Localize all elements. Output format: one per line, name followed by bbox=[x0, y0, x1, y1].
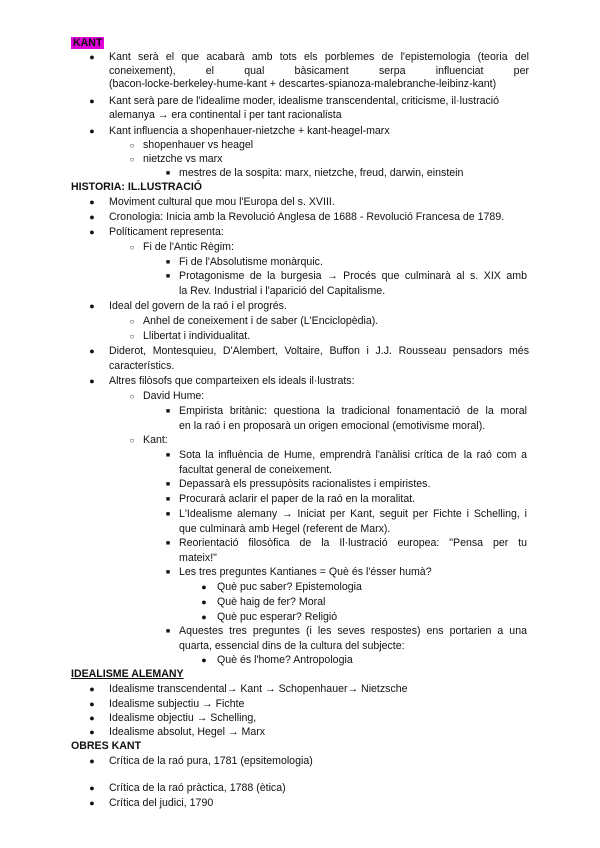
list-item-text: Kant serà el que acabarà amb tots els porblemes de l'epistemologia (teoria del bbox=[109, 51, 529, 63]
bullet-icon: ● bbox=[89, 727, 95, 737]
list-item-text: Crítica del judici, 1790 bbox=[109, 797, 214, 809]
list-item-text: que culminarà amb Hegel (referent de Marx). bbox=[179, 522, 391, 535]
list-item-text: Moviment cultural que mou l'Europa del s. XVIII. bbox=[109, 196, 335, 208]
bullet-icon: ● bbox=[89, 783, 95, 793]
bullet-icon: ● bbox=[89, 376, 95, 386]
list-item-text: Les tres preguntes Kantianes = Què és l'ésser humà? bbox=[179, 566, 432, 578]
list-item-text: Crítica de la raó pràctica, 1788 (ètica) bbox=[109, 782, 286, 794]
list-item-text: Depassarà els pressupòsits racionalistes i empiristes. bbox=[179, 478, 431, 490]
list-item-text: Aquestes tres preguntes (i les seves respostes) ens portarien a una bbox=[179, 625, 527, 637]
list-item-text: shopenhauer vs heagel bbox=[143, 139, 254, 151]
list-item-text: Què puc saber? Epistemologia bbox=[217, 581, 362, 593]
circle-bullet-icon: ○ bbox=[129, 332, 135, 341]
list-item-text: David Hume: bbox=[143, 390, 205, 402]
list-item-text: Idealisme absolut, Hegel → Marx bbox=[109, 726, 266, 738]
square-bullet-icon: ■ bbox=[165, 452, 171, 459]
section-title-kant bbox=[71, 37, 104, 51]
list-item-text: Cronologia: Inicia amb la Revolució Anglesa de 1688 - Revolució Francesa de 1789. bbox=[109, 211, 505, 223]
list-item-text: la Rev. Industrial i l'aparició del Capitalisme. bbox=[179, 284, 386, 297]
square-bullet-icon: ■ bbox=[165, 540, 171, 547]
circle-bullet-icon: ○ bbox=[129, 141, 135, 150]
list-item-text: L'Idealisme alemany → Iniciat per Kant, seguit per Fichte i Schelling, i bbox=[179, 508, 527, 520]
list-item-text: Procurarà aclarir el paper de la raó en la moralitat. bbox=[179, 493, 416, 505]
bullet-icon: ● bbox=[201, 582, 207, 592]
bullet-icon: ● bbox=[201, 655, 207, 665]
bullet-icon: ● bbox=[89, 126, 95, 136]
square-bullet-icon: ■ bbox=[165, 496, 171, 503]
bullet-icon: ● bbox=[201, 612, 207, 622]
list-item-text: Fi de l'Antic Règim: bbox=[143, 241, 234, 253]
circle-bullet-icon: ○ bbox=[129, 317, 135, 326]
list-item-text: Políticament representa: bbox=[109, 226, 224, 238]
list-item-text: Reorientació filosòfica de la Il·lustració europea: "Pensa per tu bbox=[179, 537, 527, 549]
list-item-text: coneixement), el qual bàsicament serpa influenciat per bbox=[109, 64, 529, 77]
list-item-text: Protagonisme de la burgesia → Procés que culminarà al s. XIX amb bbox=[179, 270, 527, 282]
bullet-icon: ● bbox=[89, 301, 95, 311]
bullet-icon: ● bbox=[201, 597, 207, 607]
circle-bullet-icon: ○ bbox=[129, 155, 135, 164]
list-item-text: mateix!" bbox=[179, 551, 217, 564]
section-title-obres: OBRES KANT bbox=[71, 740, 142, 752]
bullet-icon: ● bbox=[89, 52, 95, 62]
square-bullet-icon: ■ bbox=[165, 628, 171, 635]
square-bullet-icon: ■ bbox=[165, 273, 171, 280]
list-item-text: nietzche vs marx bbox=[143, 153, 223, 165]
bullet-icon: ● bbox=[89, 756, 95, 766]
list-item-text: Què haig de fer? Moral bbox=[217, 596, 326, 608]
list-item-text: Anhel de coneixement i de saber (L'Enciclopèdia). bbox=[143, 315, 379, 327]
list-item-text: en la raó i en proposarà un origen emocional (emotivisme moral). bbox=[179, 419, 486, 432]
list-item-text: Ideal del govern de la raó i el progrés. bbox=[109, 300, 287, 312]
square-bullet-icon: ■ bbox=[165, 259, 171, 266]
circle-bullet-icon: ○ bbox=[129, 392, 135, 401]
bullet-icon: ● bbox=[89, 798, 95, 808]
section-title-idealisme: IDEALISME ALEMANY bbox=[71, 668, 184, 680]
list-item-text: Què és l'home? Antropologia bbox=[217, 654, 353, 666]
bullet-icon: ● bbox=[89, 96, 95, 106]
list-item-text: Llibertat i individualitat. bbox=[143, 330, 251, 342]
list-item-text: Idealisme transcendental→ Kant → Schopenhauer→ Nietzsche bbox=[109, 683, 408, 695]
bullet-icon: ● bbox=[89, 684, 95, 694]
bullet-icon: ● bbox=[89, 699, 95, 709]
list-item-text: Crítica de la raó pura, 1781 (epsitemologia) bbox=[109, 755, 313, 767]
list-item-text: Kant serà pare de l'idealime moder, idealisme transcendental, criticisme, il·lustració bbox=[109, 95, 500, 107]
circle-bullet-icon: ○ bbox=[129, 436, 135, 445]
list-item-text: Fi de l'Absolutisme monàrquic. bbox=[179, 256, 323, 268]
list-item-text: Què puc esperar? Religió bbox=[217, 611, 338, 623]
list-item-text: Altres filòsofs que comparteixen els ideals il·lustrats: bbox=[109, 375, 355, 387]
list-item-text: mestres de la sospita: marx, nietzche, freud, darwin, einstein bbox=[179, 167, 464, 179]
square-bullet-icon: ■ bbox=[165, 481, 171, 488]
square-bullet-icon: ■ bbox=[165, 511, 171, 518]
list-item-text: Kant influencia a shopenhauer-nietzche + kant-heagel-marx bbox=[109, 125, 390, 137]
kant-highlight: KANT bbox=[73, 37, 103, 49]
square-bullet-icon: ■ bbox=[165, 569, 171, 576]
bullet-icon: ● bbox=[89, 197, 95, 207]
bullet-icon: ● bbox=[89, 346, 95, 356]
list-item-text: Idealisme subjectiu → Fichte bbox=[109, 698, 245, 710]
list-item-text: Empirista britànic: questiona la tradicional fonamentació de la moral bbox=[179, 405, 527, 417]
bullet-icon: ● bbox=[89, 212, 95, 222]
square-bullet-icon: ■ bbox=[165, 408, 171, 415]
list-item-text: quarta, essencial dins de la cultura del subjecte: bbox=[179, 639, 405, 652]
bullet-icon: ● bbox=[89, 227, 95, 237]
list-item-text: Diderot, Montesquieu, D'Alembert, Voltaire, Buffon i J.J. Rousseau pensadors més bbox=[109, 345, 529, 357]
square-bullet-icon: ■ bbox=[165, 170, 171, 177]
list-item-text: facultat general de coneixement. bbox=[179, 463, 333, 476]
list-item-text: Sota la influència de Hume, emprendrà l'anàlisi crítica de la raó com a bbox=[179, 449, 527, 461]
list-item-text: alemanya → era continental i per tant racionalista bbox=[109, 108, 342, 121]
bullet-icon: ● bbox=[89, 713, 95, 723]
list-item-text: (bacon-locke-berkeley-hume-kant + descartes-spianoza-malebranche-leibinz-kant) bbox=[109, 78, 497, 90]
list-item-text: Idealisme objectiu → Schelling, bbox=[109, 712, 257, 724]
list-item-text: Kant: bbox=[143, 434, 168, 446]
circle-bullet-icon: ○ bbox=[129, 243, 135, 252]
section-title-historia: HISTORIA: IL.LUSTRACIÓ bbox=[71, 181, 203, 193]
list-item-text: característics. bbox=[109, 359, 175, 372]
